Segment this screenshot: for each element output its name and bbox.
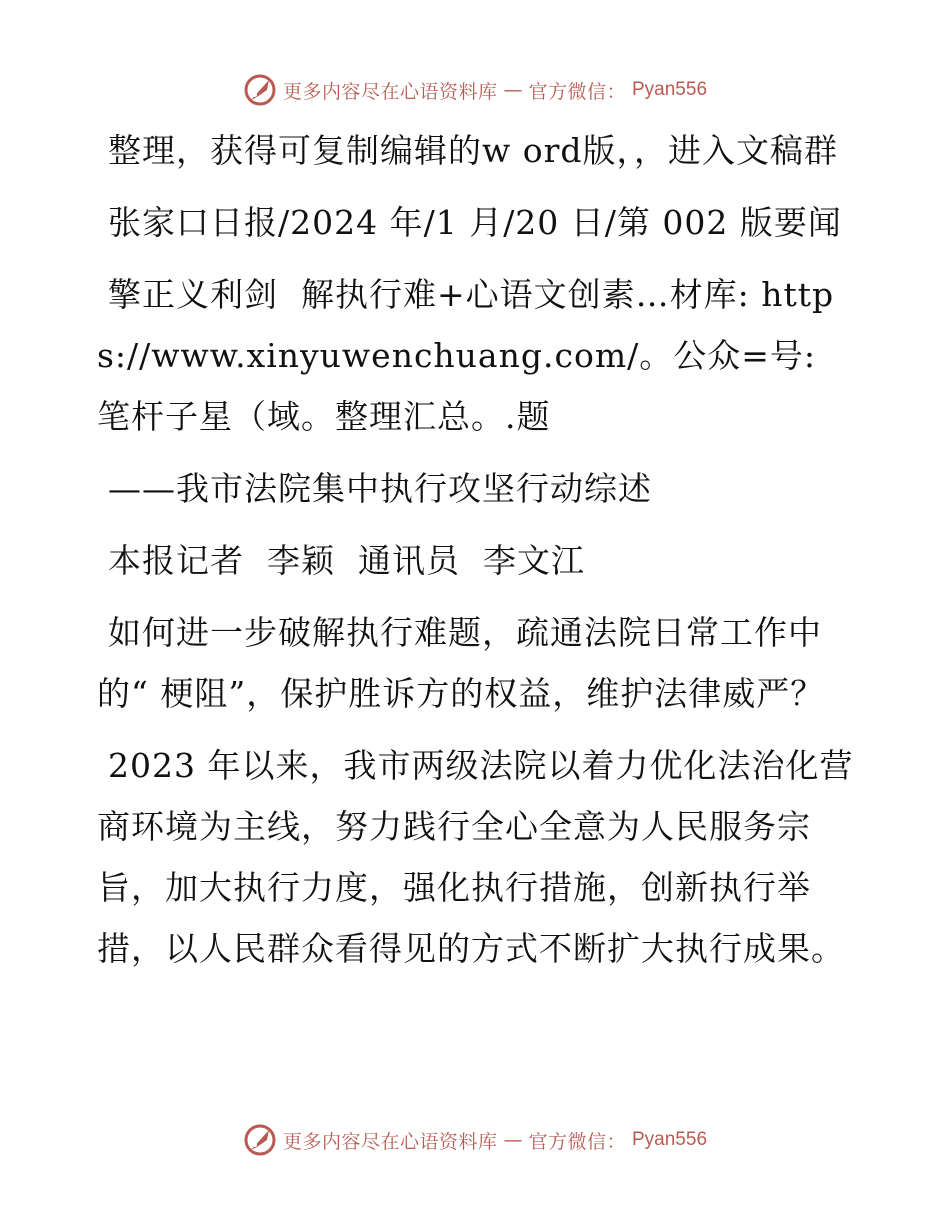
banner-contact-label: 官方微信： [528, 80, 626, 103]
quill-pen-logo-icon [243, 1123, 277, 1157]
banner-contact-id: Pyan556 [632, 79, 708, 100]
banner-separator: — [503, 1129, 523, 1151]
paragraph-subtitle: ——我市法院集中执行攻坚行动综述 [108, 469, 652, 508]
document-body [97, 120, 857, 979]
paragraph-intro: 整理，获得可复制编辑的w ord版，，进入文稿群 [108, 131, 839, 170]
footer-banner [0, 1120, 950, 1160]
header-banner [0, 70, 950, 110]
banner-contact-label: 官方微信： [528, 1130, 626, 1153]
banner-separator: — [503, 79, 523, 101]
banner-contact-id: Pyan556 [632, 1129, 708, 1150]
banner-text: 更多内容尽在心语资料库 [282, 1130, 498, 1153]
banner-text: 更多内容尽在心语资料库 [282, 80, 498, 103]
paragraph-question: 如何进一步破解执行难题，疏通法院日常工作中的“ 梗阻”，保护胜诉方的权益，维护法律威严？ [97, 613, 825, 713]
paragraph-source: 张家口日报/2024 年/1 月/20 日/第 002 版要闻 [108, 203, 842, 242]
paragraph-summary: 2023 年以来，我市两级法院以着力优化法治化营商环境为主线，努力践行全心全意为人民服务宗旨，加大执行力度，强化执行措施，创新执行举措，以人民群众看得见的方式不断扩大执行成果。 [97, 746, 854, 968]
paragraph-title: 擎正义利剑 解执行难+心语文创素…材库: https://www.xinyuwenchuang.com/。公众=号: 笔杆子星（域。整理汇总。.题 [97, 275, 835, 436]
quill-pen-logo-icon [243, 73, 277, 107]
paragraph-byline: 本报记者 李颖 通讯员 李文江 [108, 541, 585, 580]
